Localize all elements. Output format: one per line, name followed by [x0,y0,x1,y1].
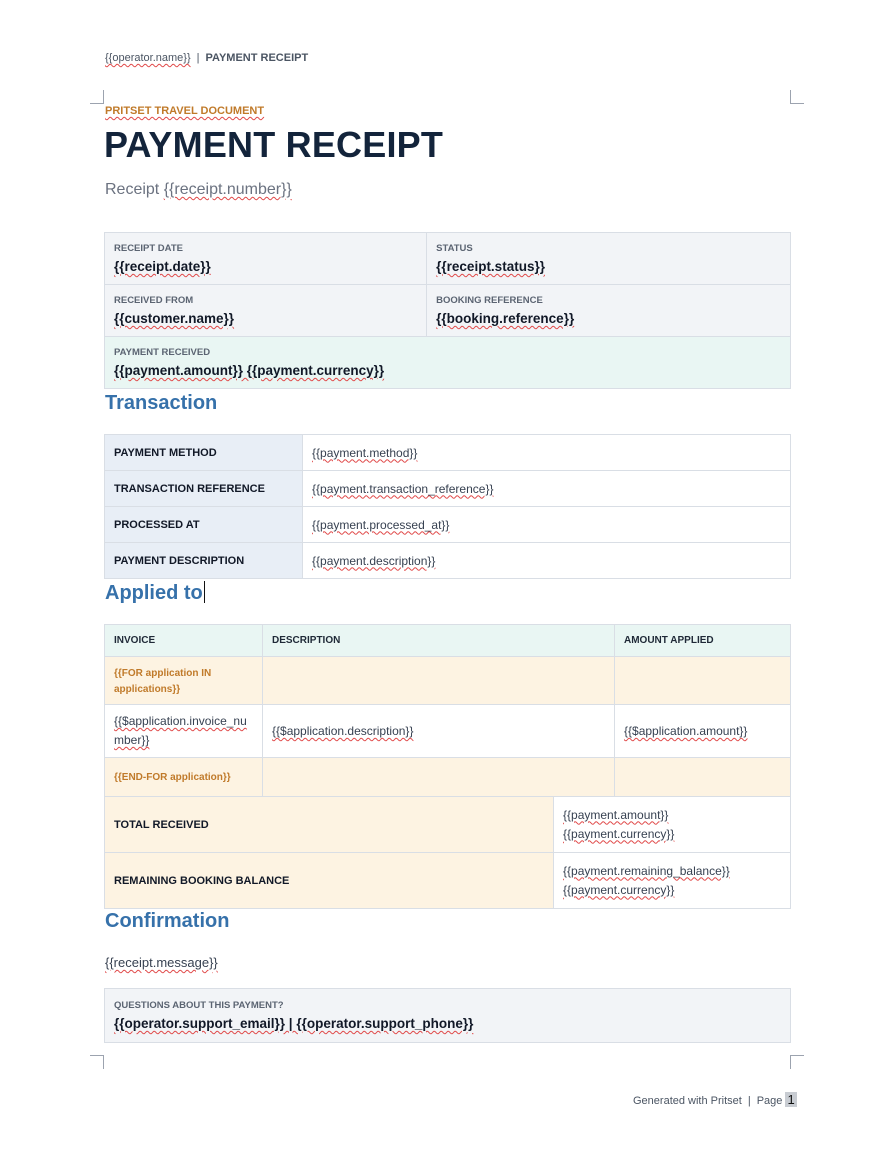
table-row [105,471,791,507]
booking-reference-value: {{booking.reference}} [436,311,575,326]
total-received-label[interactable]: TOTAL RECEIVED [105,797,554,853]
empty-cell[interactable] [263,657,615,705]
page-number[interactable]: 1 [787,1092,795,1107]
remaining-balance-label[interactable]: REMAINING BOOKING BALANCE [105,853,554,909]
column-header-description[interactable]: DESCRIPTION [263,625,615,657]
subtitle-receipt-number: {{receipt.number}} [163,181,292,198]
transaction-key[interactable]: PAYMENT METHOD [105,435,303,471]
transaction-key[interactable]: PAYMENT DESCRIPTION [105,543,303,579]
support-cell[interactable] [105,989,791,1043]
receipt-date-value: {{receipt.date}} [114,259,211,274]
header-operator: {{operator.name}} [105,52,191,64]
section-heading-confirmation[interactable]: Confirmation [105,910,230,932]
margin-corner-bottom-left [90,1055,104,1069]
section-heading-transaction[interactable]: Transaction [105,392,218,414]
receipt-date-cell[interactable] [105,233,427,285]
transaction-value[interactable]: {{payment.processed_at}} [303,507,791,543]
loop-end-cell[interactable] [105,758,263,797]
header-separator: | [196,52,200,64]
booking-reference-label: BOOKING REFERENCE [436,295,543,306]
table-header-row [105,625,791,657]
received-from-value: {{customer.name}} [114,311,235,326]
footer-generated: Generated with Pritset [633,1095,742,1107]
receipt-message[interactable]: {{receipt.message}} [105,955,218,970]
loop-end-marker: {{END-FOR application}} [114,772,231,783]
page-footer [633,1092,797,1107]
status-value: {{receipt.status}} [436,259,545,274]
empty-cell[interactable] [615,758,791,797]
total-received-value[interactable]: {{payment.amount}} {{payment.currency}} [554,797,791,853]
column-header-invoice[interactable]: INVOICE [105,625,263,657]
support-box [104,988,791,1043]
status-cell[interactable] [427,233,791,285]
invoice-cell[interactable]: {{$application.invoice_number}} [105,705,263,758]
transaction-value[interactable]: {{payment.transaction_reference}} [303,471,791,507]
transaction-value[interactable]: {{payment.description}} [303,543,791,579]
transaction-key[interactable]: TRANSACTION REFERENCE [105,471,303,507]
transaction-value[interactable]: {{payment.method}} [303,435,791,471]
remaining-balance-value[interactable]: {{payment.remaining_balance}} {{payment.currency}} [554,853,791,909]
page-title[interactable]: PAYMENT RECEIPT [104,124,444,165]
status-label: STATUS [436,243,473,254]
receipt-date-label: RECEIPT DATE [114,243,183,254]
section-heading-applied[interactable]: Applied to [105,582,203,604]
empty-cell[interactable] [263,758,615,797]
margin-corner-bottom-right [790,1055,804,1069]
table-row [105,435,791,471]
support-label: QUESTIONS ABOUT THIS PAYMENT? [114,1000,284,1011]
loop-start-cell[interactable] [105,657,263,705]
totals-table [104,796,791,909]
header-title: PAYMENT RECEIPT [205,52,309,64]
receipt-summary-table [104,232,791,389]
amount-cell[interactable]: {{$application.amount}} [615,705,791,758]
loop-start-row [105,657,791,705]
footer-separator: | [747,1095,751,1107]
empty-cell[interactable] [615,657,791,705]
page-header [105,52,308,64]
payment-received-cell[interactable] [105,337,791,389]
column-header-amount[interactable]: AMOUNT APPLIED [615,625,791,657]
margin-corner-top-left [90,90,104,104]
table-row [105,853,791,909]
footer-page-label: Page [756,1095,783,1107]
transaction-table [104,434,791,579]
payment-received-value: {{payment.amount}} {{payment.currency}} [114,363,385,378]
received-from-cell[interactable] [105,285,427,337]
booking-reference-cell[interactable] [427,285,791,337]
table-row [105,507,791,543]
payment-received-label: PAYMENT RECEIVED [114,347,211,358]
document-eyebrow: PRITSET TRAVEL DOCUMENT [105,105,265,117]
table-row [105,797,791,853]
applied-table [104,624,791,797]
text-cursor [204,581,205,603]
support-value: {{operator.support_email}} | {{operator.support_phone}} [114,1016,474,1031]
loop-end-row [105,758,791,797]
margin-corner-top-right [790,90,804,104]
received-from-label: RECEIVED FROM [114,295,194,306]
loop-start-marker: {{FOR application IN applications}} [114,667,212,695]
subtitle-prefix: Receipt [105,181,160,198]
receipt-subtitle[interactable] [105,181,292,199]
table-row [105,543,791,579]
table-row [105,705,791,758]
description-cell[interactable]: {{$application.description}} [263,705,615,758]
transaction-key[interactable]: PROCESSED AT [105,507,303,543]
